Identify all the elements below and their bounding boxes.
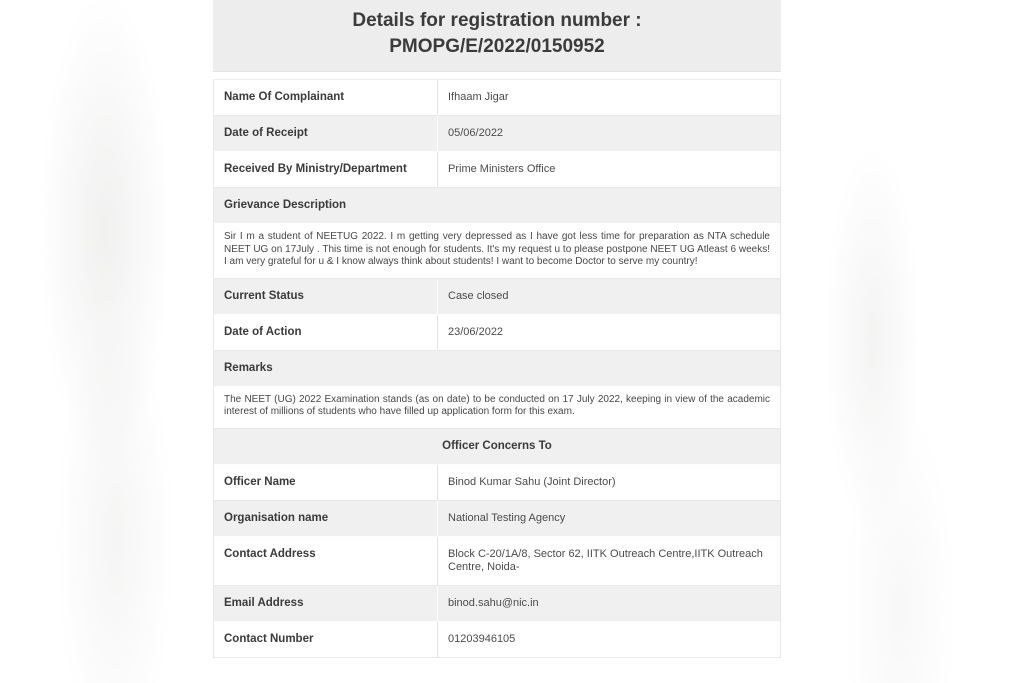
row-label: Organisation name	[214, 501, 438, 536]
page-title	[213, 0, 781, 72]
row-value: 01203946105	[448, 632, 516, 645]
table-row-organisation-name	[214, 501, 780, 537]
row-label: Current Status	[214, 279, 438, 314]
table-row-grievance-description-text	[214, 224, 780, 279]
table-row-current-status	[214, 279, 780, 315]
row-label: Date of Action	[214, 315, 438, 350]
table-row-contact-number	[214, 622, 780, 658]
officer-section-title: Officer Concerns To	[442, 439, 552, 452]
row-label: Received By Ministry/Department	[214, 152, 438, 187]
row-label: Name Of Complainant	[214, 80, 438, 115]
section-label: Grievance Description	[224, 199, 347, 211]
row-value: Ifhaam Jigar	[448, 91, 509, 103]
row-value: 05/06/2022	[448, 127, 504, 139]
row-value: Binod Kumar Sahu (Joint Director)	[448, 475, 616, 488]
row-value: Prime Ministers Office	[448, 163, 556, 175]
table-row-contact-address	[214, 537, 780, 586]
row-label: Email Address	[214, 586, 438, 621]
table-row-date-of-action	[214, 315, 780, 351]
grievance-details-panel	[213, 0, 781, 658]
row-label: Officer Name	[214, 465, 438, 500]
grievance-description-text: Sir I m a student of NEETUG 2022. I m getting very depressed as I have got less time for preparation as NTA schedule NEET UG on 17July . This time is not enough for students. It's my request u to please postpone NEET UG Atleast 6 weeks! I am very grateful for u & I know always think about students! I want to become Doctor to serve my country!	[224, 231, 770, 268]
row-label: Contact Number	[214, 622, 438, 657]
row-value: Case closed	[448, 289, 509, 302]
table-row-remarks-header	[214, 351, 780, 387]
row-value: Block C-20/1A/8, Sector 62, IITK Outreach Centre,IITK Outreach Centre, Noida-	[448, 547, 763, 573]
table-row-email-address	[214, 586, 780, 622]
details-table	[213, 79, 781, 658]
table-row-officer-name	[214, 465, 780, 501]
section-label: Remarks	[224, 361, 273, 374]
table-row-remarks-text	[214, 387, 780, 429]
page-title-line1: Details for registration number :	[352, 10, 642, 31]
row-label: Date of Receipt	[214, 116, 438, 151]
table-row-date-of-receipt	[214, 116, 780, 152]
table-row-officer-concerns-header	[214, 429, 780, 465]
row-value: 23/06/2022	[448, 325, 504, 338]
table-row-grievance-description-header	[214, 188, 780, 224]
table-row-name-of-complainant	[214, 80, 780, 116]
row-value: National Testing Agency	[448, 511, 566, 524]
row-label: Contact Address	[214, 537, 438, 585]
remarks-text: The NEET (UG) 2022 Examination stands (as on date) to be conducted on 17 July 2022, keeping in view of the academic interest of millions of students who have filled up application form for this exam.	[224, 393, 770, 418]
table-row-received-by-ministry	[214, 152, 780, 188]
page-title-line2: PMOPG/E/2022/0150952	[389, 36, 605, 57]
row-value: binod.sahu@nic.in	[448, 596, 539, 609]
